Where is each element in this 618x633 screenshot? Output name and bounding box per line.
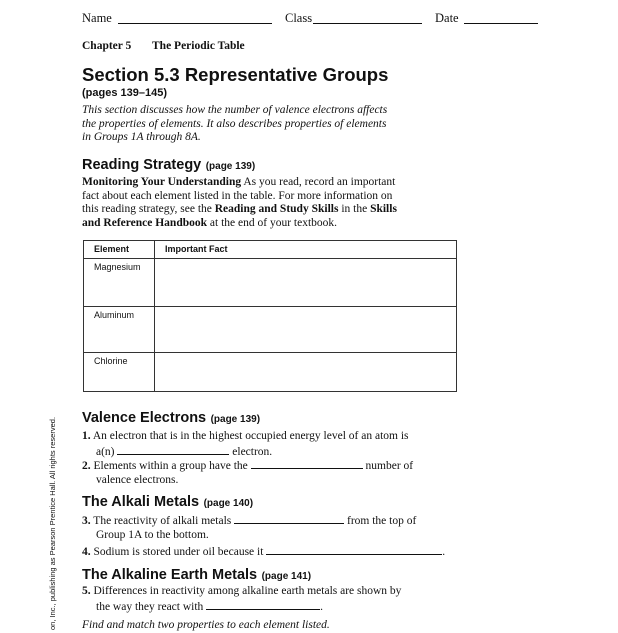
- name-field[interactable]: [118, 23, 272, 24]
- table-header-row: [84, 241, 457, 259]
- valence-heading: Valence Electrons (page 139): [82, 410, 261, 426]
- question-4: 4. Sodium is stored under oil because it .: [82, 546, 446, 558]
- table-row: [84, 259, 457, 307]
- chapter-title: The Periodic Table: [152, 40, 245, 52]
- answer-blank-5[interactable]: [206, 599, 320, 610]
- column-header-fact: Important Fact: [155, 241, 457, 259]
- question-3: 3. The reactivity of alkali metals from the top of Group 1A to the bottom.: [82, 515, 417, 541]
- fact-cell[interactable]: [155, 353, 457, 392]
- answer-blank-2[interactable]: [251, 458, 363, 469]
- date-field[interactable]: [464, 23, 538, 24]
- section-intro: This section discusses how the number of valence electrons affects the properties of elements. It also describes properties of elements in Groups 1A through 8A.: [82, 104, 388, 143]
- element-cell: Aluminum: [84, 307, 155, 353]
- answer-blank-4[interactable]: [266, 544, 442, 555]
- date-label: Date: [435, 11, 459, 25]
- answer-blank-3[interactable]: [234, 513, 344, 524]
- column-header-element: Element: [84, 241, 155, 259]
- alkali-heading: The Alkali Metals (page 140): [82, 494, 254, 510]
- class-field[interactable]: [313, 23, 422, 24]
- question-2: 2. Elements within a group have the number of valence electrons.: [82, 460, 414, 486]
- table-row: [84, 353, 457, 392]
- question-1: 1. An electron that is in the highest occupied energy level of an atom is a(n) electron.: [82, 430, 409, 458]
- answer-blank-1[interactable]: [117, 444, 229, 455]
- matching-instruction: Find and match two properties to each element listed.: [82, 619, 330, 631]
- question-5: 5. Differences in reactivity among alkaline earth metals are shown by the way they react with .: [82, 585, 402, 613]
- fact-cell[interactable]: [155, 307, 457, 353]
- copyright-side-text: on, Inc., publishing as Pearson Prentice Hall. All rights reserved.: [48, 416, 57, 630]
- facts-table: [83, 240, 457, 392]
- class-label: Class: [285, 11, 313, 25]
- reading-strategy-heading: Reading Strategy (page 139): [82, 157, 256, 173]
- element-cell: Magnesium: [84, 259, 155, 307]
- element-cell: Chlorine: [84, 353, 155, 392]
- reading-strategy-text: Monitoring Your Understanding As you read, record an important fact about each element listed in the table. For more information on this reading strategy, see the Reading and Study Skills in the Skills and Reference Handbook at the end of your textbook.: [82, 176, 397, 229]
- chapter-label: Chapter 5: [82, 40, 132, 52]
- name-label: Name: [82, 11, 112, 25]
- section-pages: (pages 139–145): [82, 87, 167, 99]
- section-title: Section 5.3 Representative Groups: [82, 64, 389, 85]
- alkaline-earth-heading: The Alkaline Earth Metals (page 141): [82, 567, 312, 583]
- fact-cell[interactable]: [155, 259, 457, 307]
- table-row: [84, 307, 457, 353]
